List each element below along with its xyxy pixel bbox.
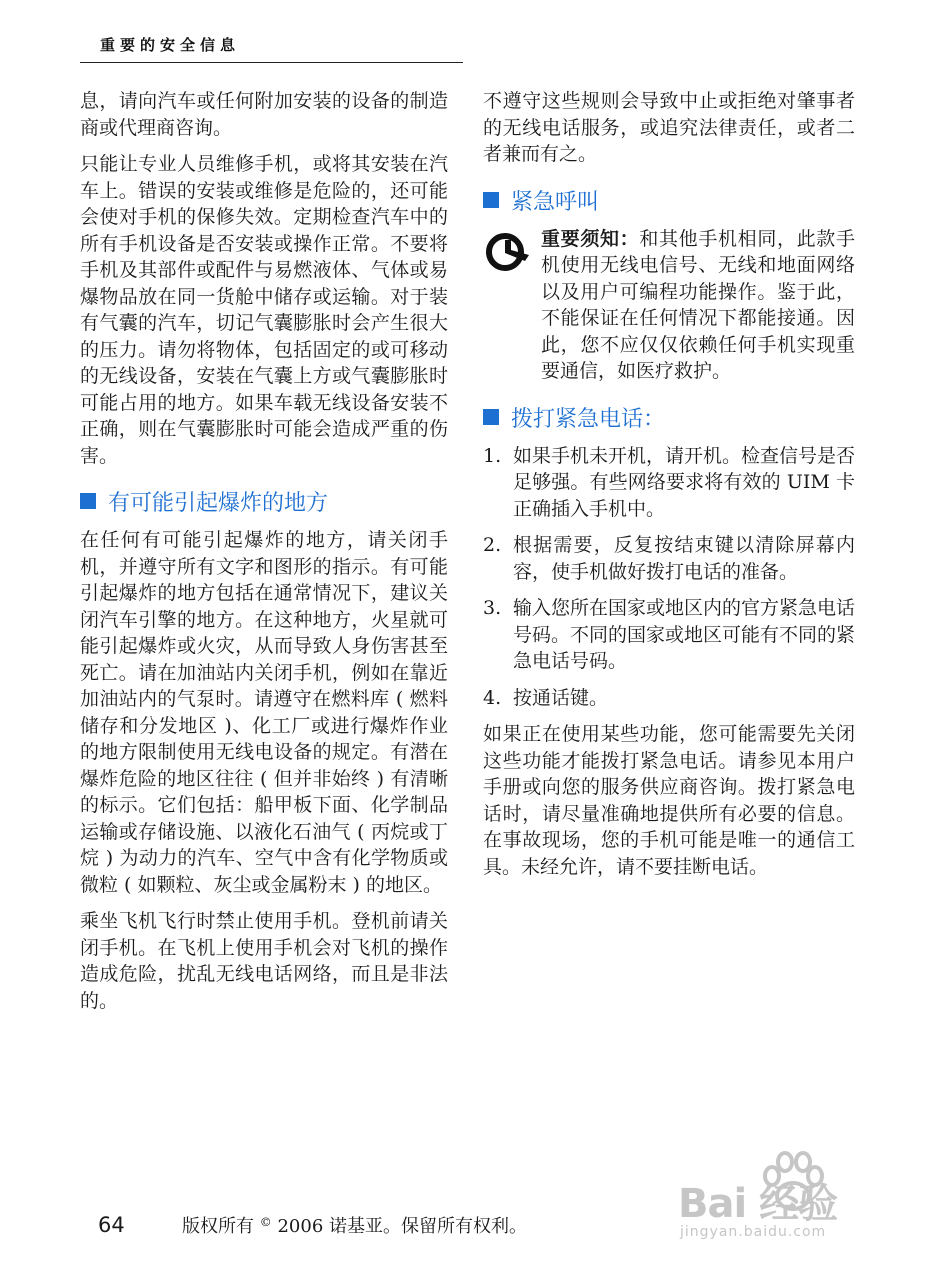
baidu-watermark — [678, 1148, 888, 1248]
explosive-paragraph: 在任何有可能引起爆炸的地方，请关闭手机，并遵守所有文字和图形的指示。有可能引起爆炸的地方包括在通常情况下，建议关闭汽车引擎的地方。在这种地方，火星就可能引起爆炸或火灾，从而导致人身伤害甚至死亡。请在加油站内关闭手机，例如在靠近加油站内的气泵时。请遵守在燃料库 ( 燃料储存和分发地区 )、化工厂或进行爆炸作业的地方限制使用无线电设备的规定。有潜在爆炸危险的地区往往 ( 但并非始终 ) 有清晰的标示。它们包括：船甲板下面、化学制品运输或存储设施、以液化石油气 ( 丙烷或丁烷 ) 为动力的汽车、空气中含有化学物质或微粒 ( 如颗粒、灰尘或金属粉末 ) 的地区。 — [80, 529, 448, 896]
step-number: 2. — [483, 534, 502, 556]
list-item — [483, 595, 855, 675]
step-text: 输入您所在国家或地区内的官方紧急电话号码。不同的国家或地区可能有不同的紧急电话号码。 — [513, 597, 856, 672]
rules-paragraph: 不遵守这些规则会导致中止或拒绝对肇事者的无线电话服务，或追究法律责任，或者二者兼而有之。 — [483, 90, 855, 165]
running-header-title: 重要的安全信息 — [100, 36, 241, 54]
note-paragraph — [541, 226, 855, 385]
step-text: 按通话键。 — [513, 686, 609, 709]
watermark-brand: Bai 经验 — [678, 1181, 838, 1227]
step-text: 根据需要，反复按结束键以清除屏幕内容，使手机做好拨打电话的准备。 — [513, 534, 855, 583]
emergency-heading-text: 紧急呼叫 — [511, 189, 600, 215]
step-number: 4. — [483, 686, 502, 709]
page-footer — [98, 1212, 527, 1238]
page-number: 64 — [98, 1213, 125, 1237]
header-divider — [80, 62, 463, 63]
note-label: 重要须知： — [541, 227, 640, 250]
copyright-symbol: © — [259, 1215, 272, 1229]
right-column — [483, 88, 855, 890]
list-item — [483, 532, 855, 585]
watermark-url: jingyan.baidu.com — [680, 1224, 827, 1240]
important-note-icon — [483, 226, 541, 278]
emergency-section-heading — [483, 188, 855, 218]
explosive-heading-text: 有可能引起爆炸的地方 — [108, 491, 329, 516]
closing-paragraph: 如果正在使用某些功能，您可能需要先关闭这些功能才能拨打紧急电话。请参见本用户手册或向您的服务供应商咨询。拨打紧急电话时，请尽量准确地提供所有必要的信息。在事故现场，您的手机可能是唯一的通信工具。未经允许，请不要挂断电话。 — [483, 723, 855, 878]
explosive-section-heading — [80, 489, 448, 519]
dial-heading-text: 拨打紧急电话： — [511, 406, 666, 432]
heading-square-icon — [483, 409, 499, 425]
important-note — [483, 226, 855, 385]
note-text: 和其他手机相同，此款手机使用无线电信号、无线和地面网络以及用户可编程功能操作。鉴于此，不能保证在任何情况下都能接通。因此，您不应仅仅依赖任何手机实现重要通信，如医疗救护。 — [541, 227, 855, 382]
step-number: 1. — [483, 444, 502, 467]
dial-section-heading — [483, 405, 855, 435]
list-item — [483, 443, 855, 523]
list-item — [483, 685, 855, 712]
step-text: 如果手机未开机，请开机。检查信号是否足够强。有些网络要求将有效的 UIM 卡正确插入手机中。 — [513, 444, 856, 520]
left-column — [80, 88, 448, 1024]
copyright-suffix: 2006 诺基亚。保留所有权利。 — [277, 1216, 527, 1237]
heading-square-icon — [80, 493, 96, 509]
step-number: 3. — [483, 597, 502, 619]
service-paragraph: 只能让专业人员维修手机，或将其安装在汽车上。错误的安装或维修是危险的，还可能会使对手机的保修失效。定期检查汽车中的所有手机设备是否安装或操作正常。不要将手机及其部件或配件与易燃液体、气体或易爆物品放在同一货舱中储存或运输。对于装有气囊的汽车，切记气囊膨胀时会产生很大的压力。请勿将物体，包括固定的或可移动的无线设备，安装在气囊上方或气囊膨胀时可能占用的地方。如果车载无线设备安装不正确，则在气囊膨胀时可能会造成严重的伤害。 — [80, 153, 448, 467]
aircraft-paragraph: 乘坐飞机飞行时禁止使用手机。登机前请关闭手机。在飞机上使用手机会对飞机的操作造成危险，扰乱无线电话网络，而且是非法的。 — [80, 910, 448, 1012]
copyright-prefix: 版权所有 — [182, 1216, 254, 1237]
dial-steps-list — [483, 443, 855, 712]
heading-square-icon — [483, 192, 499, 208]
continued-paragraph: 息，请向汽车或任何附加安装的设备的制造商或代理商咨询。 — [80, 90, 448, 139]
